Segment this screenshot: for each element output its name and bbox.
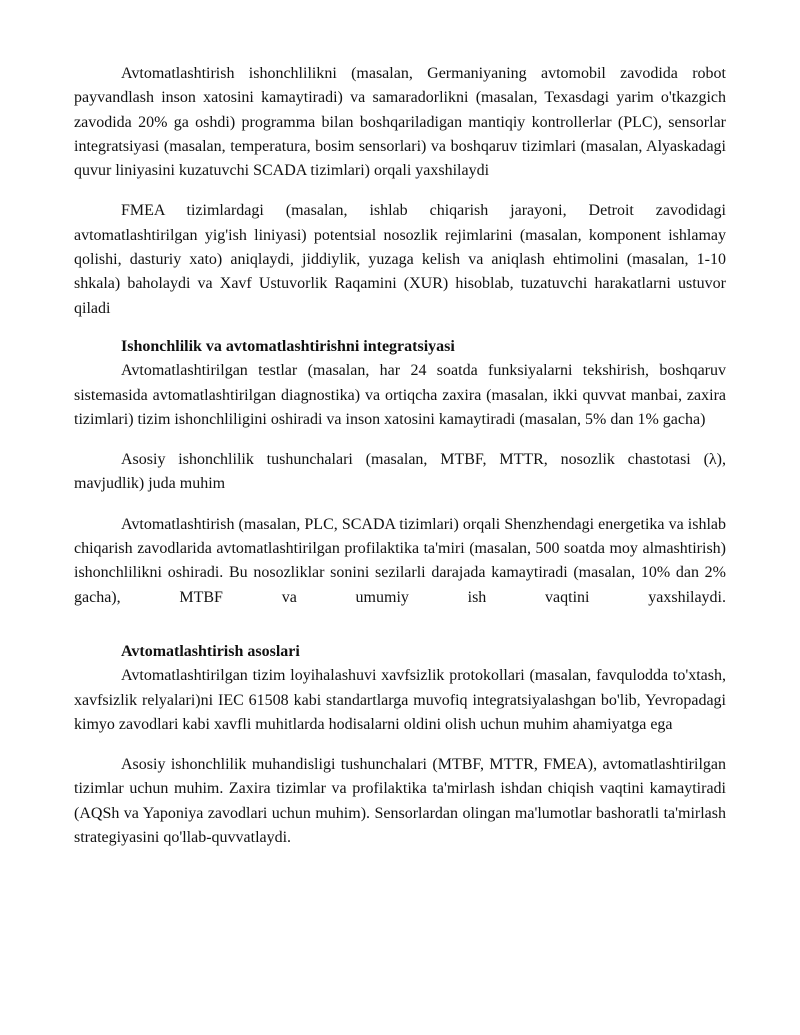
- paragraph-shenzhen-maintenance: Avtomatlashtirish (masalan, PLC, SCADA tizimlari) orqali Shenzhendagi energetika va ishlab chiqarish zavodlarida avtomatlashtirilgan profilaktika ta'miri (masalan, 500 soatda moy almashtirish) ishonchlilikni oshiradi. Bu nosozliklar sonini sezilarli darajada kamaytiradi (masalan, 10% dan 2% gacha), MTBF va umumiy ish vaqtini yaxshilaydi.: [74, 515, 726, 606]
- paragraph-fmea: FMEA tizimlardagi (masalan, ishlab chiqarish jarayoni, Detroit zavodidagi avtomatlashtirilgan yig'ish liniyasi) potentsial nosozlik rejimlarini (masalan, komponent ishlamay qolishi, dasturiy xato) aniqlaydi, jiddiylik, yuzaga kelish va aniqlash ehtimolini (masalan, 1-10 shkala) baholaydi va Xavf Ustuvorlik Raqamini (XUR) hisoblab, tuzatuvchi harakatlarni ustuvor qiladi: [74, 202, 726, 317]
- paragraph-automation-reliability: Avtomatlashtirish ishonchlilikni (masalan, Germaniyaning avtomobil zavodida robot payvandlash inson xatosini kamaytiradi) va samaradorlikni (masalan, Texasdagi yarim o'tkazgich zavodida 20% ga oshdi) programma bilan boshqariladigan mantiqiy kontrollerlar (PLC), sensorlar integratsiyasi (masalan, temperatura, bosim sensorlari) va boshqaruv tizimlari (masalan, Alyaskadagi quvur liniyasini kuzatuvchi SCADA tizimlari) orqali yaxshilaydi: [74, 65, 726, 180]
- section-heading-integration: Ishonchlilik va avtomatlashtirishni integratsiyasi: [121, 337, 455, 355]
- paragraph-reliability-engineering: Asosiy ishonchlilik muhandisligi tushunchalari (MTBF, MTTR, FMEA), avtomatlashtirilgan tizimlar uchun muhim. Zaxira tizimlar va profilaktika ta'mirlash ishdan chiqish vaqtini kamaytiradi (AQSh va Yaponiya zavodlari uchun muhim). Sensorlardan olingan ma'lumotlar bashoratli ta'mirlash strategiyasini qo'llab-quvvatlaydi.: [74, 756, 726, 847]
- document-body: [74, 62, 726, 850]
- paragraph-automated-tests: Avtomatlashtirilgan testlar (masalan, har 24 soatda funksiyalarni tekshirish, boshqaruv sistemasida avtomatlashtirilgan diagnostika) va ortiqcha zaxira (masalan, ikki quvvat manbai, zaxira tizimlari) tizim ishonchliligini oshiradi va inson xatosini kamaytiradi (masalan, 5% dan 1% gacha): [74, 362, 726, 428]
- paragraph-key-concepts: Asosiy ishonchlilik tushunchalari (masalan, MTBF, MTTR, nosozlik chastotasi (λ), mavjudlik) juda muhim: [74, 451, 726, 493]
- section-heading-fundamentals: Avtomatlashtirish asoslari: [121, 642, 300, 660]
- paragraph-safety-design: Avtomatlashtirilgan tizim loyihalashuvi xavfsizlik protokollari (masalan, favqulodda to'xtash, xavfsizlik relyalari)ni IEC 61508 kabi standartlarga muvofiq integratsiyalashgan bo'lib, Yevropadagi kimyo zavodlari kabi xavfli muhitlarda hodisalarni oldini olish uchun muhim ahamiyatga ega: [74, 667, 726, 733]
